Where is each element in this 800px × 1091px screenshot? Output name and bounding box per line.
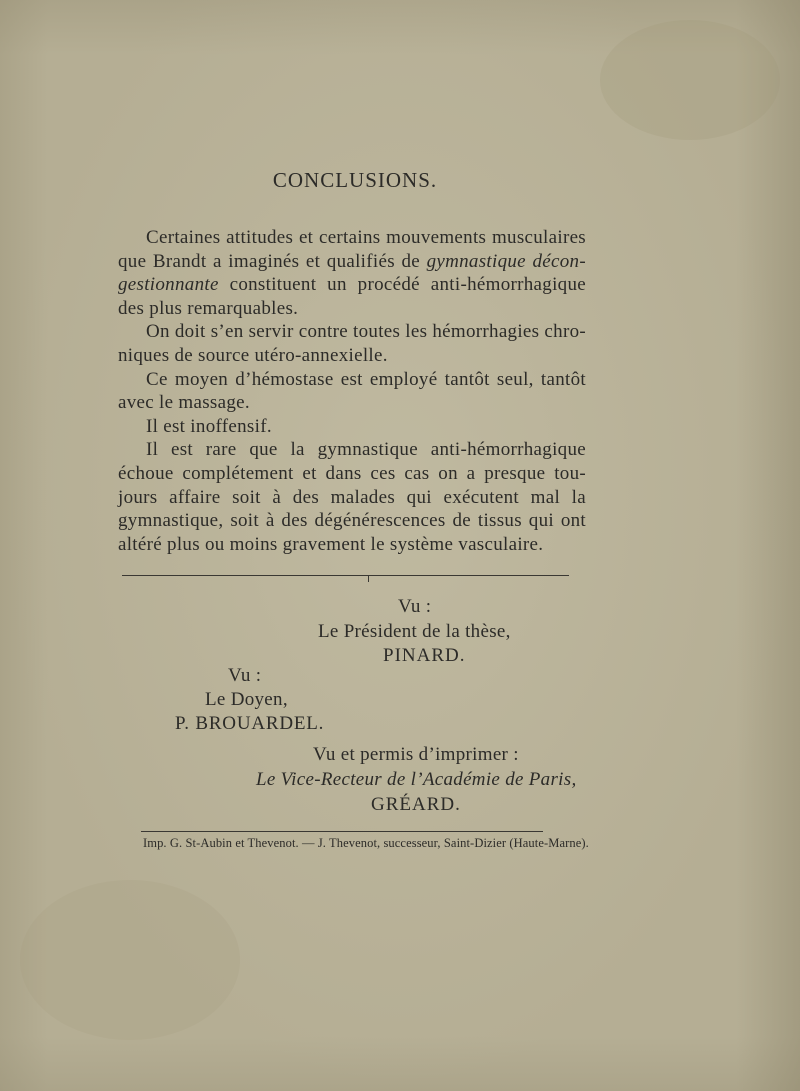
paper-stain [600,20,780,140]
paragraph-3: Ce moyen d’hémostase est employé tantôt seul, tantôt avec le massage. [118,368,586,414]
approval-recteur-name: GRÉARD. [371,794,461,815]
paragraph-5: Il est rare que la gymnastique anti-hémorrhagique échoue complétement et dans ces cas on a presque tou-jours affaire soit à des malades qui exécutent mal la gymnastique, soit à des dégénérescences de tissus qui ont altéré plus ou moins gravement le système vasculaire. [118,439,586,555]
page-title: CONCLUSIONS. [272,168,438,192]
divider-tick [368,575,369,582]
paper-stain [20,880,240,1040]
approval-president-name: PINARD. [383,645,466,666]
approval-vu-president: Vu : [398,596,432,617]
printer-imprint: Imp. G. St-Aubin et Thevenot. — J. Thevenot, successeur, Saint-Dizier (Haute-Marne). [143,836,589,850]
paragraph-1-text-end: constituent un procédé anti-hémorrhagique des plus remarquables. [118,274,586,319]
approval-doyen-title: Le Doyen, [205,689,288,710]
conclusions-body [118,226,586,556]
imprint-divider [141,831,543,832]
approval-recteur-title: Le Vice-Recteur de l’Académie de Paris, [256,769,577,790]
paragraph-1-text: Certaines attitudes et certains mouvements musculaires que Brandt a imaginés et qualifiés de [118,227,586,272]
paragraph-2: On doit s’en servir contre toutes les hémorrhagies chro-niques de source utéro-annexielle. [118,321,586,366]
paragraph-1 [118,226,586,320]
approval-president-title: Le Président de la thèse, [318,621,511,642]
approval-doyen-name: P. BROUARDEL. [175,713,325,734]
approval-permis: Vu et permis d’imprimer : [313,744,519,765]
paragraph-4: Il est inoffensif. [146,415,272,437]
approval-vu-doyen: Vu : [228,665,262,686]
paragraph-1-emphasis: gymnastique décon-gestionnante [118,250,586,296]
section-divider [122,575,569,576]
